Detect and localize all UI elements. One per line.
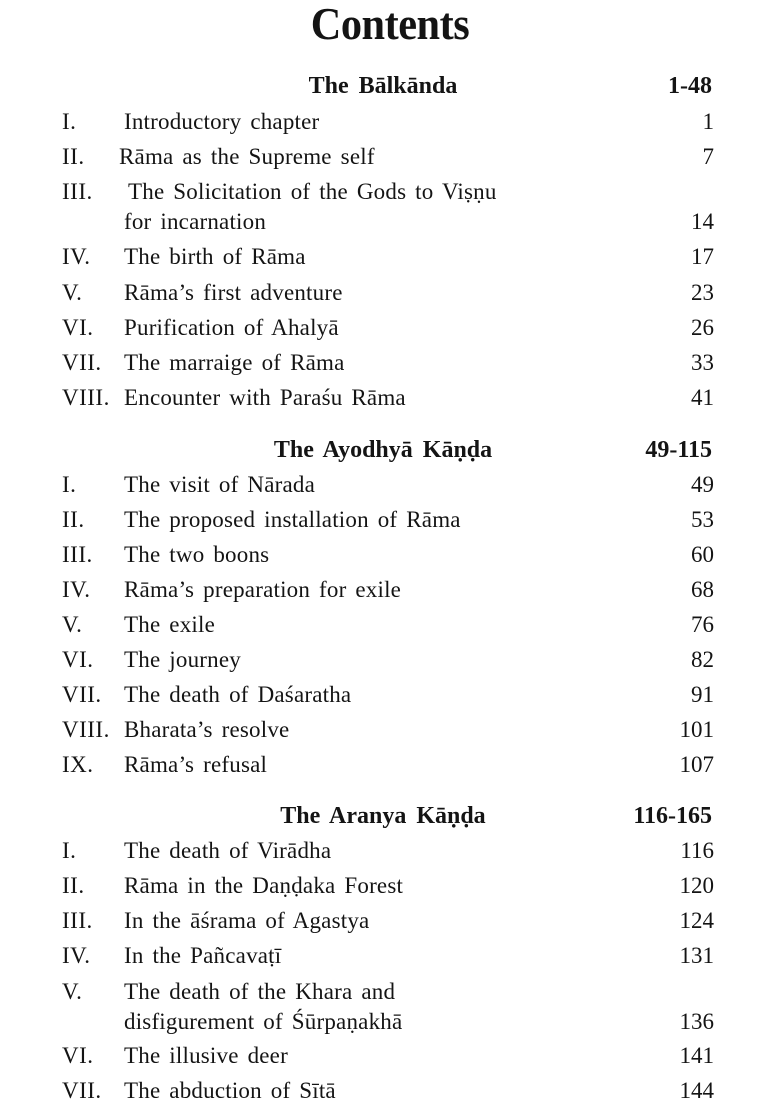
chapter-number: IV. <box>62 244 91 269</box>
chapter-title-line1: The Solicitation of the Gods to Viṣṇu <box>128 179 497 204</box>
chapter-title: In the Pañcavaṭī <box>124 943 282 968</box>
chapter-number: VIII. <box>62 385 110 410</box>
chapter-number: V. <box>62 979 83 1004</box>
section-page-range: 49-115 <box>645 437 712 463</box>
chapter-number: VII. <box>62 1078 102 1103</box>
toc-entry[interactable] <box>0 141 780 173</box>
page-number: 23 <box>691 280 714 305</box>
page-number: 68 <box>691 577 714 602</box>
toc-entry[interactable] <box>0 679 780 711</box>
section-name: The Ayodhyā Kāṇḍa <box>273 437 493 463</box>
chapter-title: The death of Daśaratha <box>124 682 352 707</box>
chapter-title: Rāma’s first adventure <box>124 280 343 305</box>
toc-entry[interactable] <box>0 1040 780 1072</box>
chapter-title: The journey <box>124 647 241 672</box>
toc-entry[interactable] <box>0 609 780 641</box>
toc-entry[interactable] <box>0 976 780 1040</box>
toc-entry[interactable] <box>0 504 780 536</box>
section-name: The Aranya Kāṇḍa <box>280 803 486 829</box>
chapter-title: The two boons <box>124 542 270 567</box>
page-number: 144 <box>679 1078 714 1103</box>
chapter-number: I. <box>62 109 77 134</box>
chapter-number: III. <box>62 179 93 204</box>
page-number: 33 <box>691 350 714 375</box>
chapter-number: II. <box>62 144 85 169</box>
section-name: The Bālkānda <box>308 73 458 99</box>
page-number: 49 <box>691 472 714 497</box>
toc-entry[interactable] <box>0 106 780 138</box>
chapter-number: IV. <box>62 577 91 602</box>
page-number: 76 <box>691 612 714 637</box>
toc-entry[interactable] <box>0 312 780 344</box>
chapter-title: The abduction of Sītā <box>124 1078 336 1103</box>
chapter-number: VII. <box>62 682 102 707</box>
page-number: 1 <box>702 109 714 134</box>
chapter-title: Rāma’s refusal <box>124 752 268 777</box>
chapter-title: Rāma in the Daṇḍaka Forest <box>124 873 404 898</box>
toc-entry[interactable] <box>0 347 780 379</box>
chapter-number: V. <box>62 280 83 305</box>
chapter-title-line1: The death of the Khara and <box>124 979 396 1004</box>
chapter-number: VIII. <box>62 717 110 742</box>
toc-entry[interactable] <box>0 277 780 309</box>
chapter-title: The proposed installation of Rāma <box>124 507 461 532</box>
toc-entry[interactable] <box>0 870 780 902</box>
toc-entry[interactable] <box>0 905 780 937</box>
toc-entry[interactable] <box>0 469 780 501</box>
toc-entry[interactable] <box>0 241 780 273</box>
toc-entry[interactable] <box>0 835 780 867</box>
chapter-title: The marraige of Rāma <box>124 350 345 375</box>
page-number: 120 <box>679 873 714 898</box>
chapter-number: III. <box>62 908 93 933</box>
toc-entry[interactable] <box>0 574 780 606</box>
chapter-number: VII. <box>62 350 102 375</box>
chapter-number: IX. <box>62 752 94 777</box>
chapter-title: Introductory chapter <box>124 109 320 134</box>
page-number: 53 <box>691 507 714 532</box>
toc-entry[interactable] <box>0 644 780 676</box>
toc-entry[interactable] <box>0 382 780 414</box>
chapter-number: I. <box>62 838 77 863</box>
page-number: 136 <box>679 1009 714 1034</box>
section-page-range: 116-165 <box>633 803 712 829</box>
page-number: 17 <box>691 244 714 269</box>
page-number: 26 <box>691 315 714 340</box>
chapter-number: II. <box>62 507 85 532</box>
page-number: 116 <box>680 838 714 863</box>
page-number: 41 <box>691 385 714 410</box>
chapter-number: V. <box>62 612 83 637</box>
chapter-title: The visit of Nārada <box>124 472 315 497</box>
chapter-title: The exile <box>124 612 216 637</box>
section-heading-balkanda <box>0 71 780 101</box>
page-number: 82 <box>691 647 714 672</box>
chapter-number: I. <box>62 472 77 497</box>
section-page-range: 1-48 <box>668 73 712 99</box>
toc-entry[interactable] <box>0 539 780 571</box>
page-title: Contents <box>310 0 470 49</box>
chapter-title: Rāma’s preparation for exile <box>124 577 402 602</box>
chapter-title-line2: disfigurement of Śūrpaṇakhā <box>124 1009 403 1034</box>
chapter-number: III. <box>62 542 93 567</box>
chapter-number: IV. <box>62 943 91 968</box>
chapter-title: The illusive deer <box>124 1043 288 1068</box>
toc-entry[interactable] <box>0 714 780 746</box>
chapter-title: The death of Virādha <box>124 838 332 863</box>
toc-entry[interactable] <box>0 176 780 240</box>
page-number: 107 <box>679 752 714 777</box>
page-number: 14 <box>691 209 714 234</box>
page-number: 7 <box>702 144 714 169</box>
chapter-number: VI. <box>62 647 94 672</box>
chapter-title: Purification of Ahalyā <box>124 315 339 340</box>
chapter-title: The birth of Rāma <box>124 244 306 269</box>
section-heading-aranya-kanda <box>0 801 780 831</box>
page-number: 91 <box>691 682 714 707</box>
toc-entry[interactable] <box>0 1075 780 1107</box>
page-number: 141 <box>679 1043 714 1068</box>
page-number: 60 <box>691 542 714 567</box>
chapter-title: Encounter with Paraśu Rāma <box>124 385 406 410</box>
chapter-title: Bharata’s resolve <box>124 717 290 742</box>
page-number: 101 <box>679 717 714 742</box>
toc-entry[interactable] <box>0 940 780 972</box>
chapter-number: VI. <box>62 1043 94 1068</box>
toc-entry[interactable] <box>0 749 780 781</box>
chapter-title: In the āśrama of Agastya <box>124 908 370 933</box>
chapter-title: Rāma as the Supreme self <box>119 144 375 169</box>
chapter-number: II. <box>62 873 85 898</box>
chapter-number: VI. <box>62 315 94 340</box>
chapter-title-line2: for incarnation <box>124 209 267 234</box>
page-number: 124 <box>679 908 714 933</box>
page-number: 131 <box>679 943 714 968</box>
section-heading-ayodhya-kanda <box>0 435 780 465</box>
